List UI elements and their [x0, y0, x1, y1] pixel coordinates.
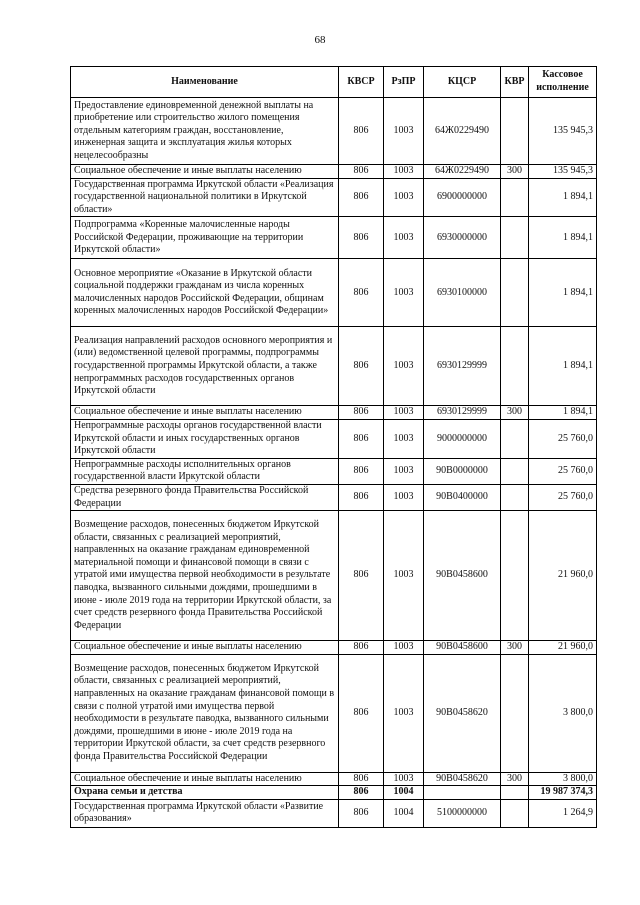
row-kvsr: 806 [339, 511, 384, 641]
row-sum: 19 987 374,3 [529, 786, 597, 800]
row-name: Средства резервного фонда Правительства Российской Федерации [71, 484, 339, 510]
header-kvsr: КВСР [339, 67, 384, 98]
row-kvr: 300 [501, 641, 529, 655]
row-kcsr: 90В0458620 [424, 772, 501, 786]
row-name: Возмещение расходов, понесенных бюджетом Иркутской области, связанных с реализацией мероприятий, направленных на оказание гражданам единовременной материальной помощи и финансовой помощи в связи с утратой ими имущества первой необходимости в результате паводка, вызванного сильными дождями, прошедшими в июне - июле 2019 года на территории Иркутской области, за счет средств резервного фонда Правительства Российской Федерации [71, 511, 339, 641]
row-sum: 25 760,0 [529, 419, 597, 458]
table-row [71, 654, 597, 772]
header-sum: Кассовое исполнение [529, 67, 597, 98]
row-sum: 135 945,3 [529, 165, 597, 179]
table-row [71, 165, 597, 179]
row-kvsr: 806 [339, 327, 384, 406]
row-sum: 21 960,0 [529, 511, 597, 641]
row-kvsr: 806 [339, 165, 384, 179]
row-kcsr: 90В0458620 [424, 654, 501, 772]
row-kvr: 300 [501, 772, 529, 786]
row-name: Социальное обеспечение и иные выплаты населению [71, 641, 339, 655]
row-kvsr: 806 [339, 458, 384, 484]
row-rzpr: 1003 [384, 641, 424, 655]
row-name: Государственная программа Иркутской области «Реализация государственной национальной политики в Иркутской области» [71, 178, 339, 217]
row-rzpr: 1003 [384, 178, 424, 217]
row-kvsr: 806 [339, 406, 384, 420]
row-kvsr: 806 [339, 217, 384, 259]
row-name: Охрана семьи и детства [71, 786, 339, 800]
row-kvsr: 806 [339, 772, 384, 786]
row-name: Социальное обеспечение и иные выплаты населению [71, 772, 339, 786]
table-row [71, 799, 597, 827]
row-rzpr: 1003 [384, 165, 424, 179]
row-kvr [501, 458, 529, 484]
row-rzpr: 1003 [384, 511, 424, 641]
table-row [71, 327, 597, 406]
row-kcsr: 6930129999 [424, 406, 501, 420]
row-name: Государственная программа Иркутской области «Развитие образования» [71, 799, 339, 827]
row-sum: 3 800,0 [529, 654, 597, 772]
table-row [71, 458, 597, 484]
row-kcsr: 64Ж0229490 [424, 98, 501, 165]
row-kvr [501, 419, 529, 458]
row-name: Непрограммные расходы исполнительных органов государственной власти Иркутской области [71, 458, 339, 484]
row-rzpr: 1003 [384, 654, 424, 772]
row-kvr [501, 259, 529, 327]
row-kvr [501, 786, 529, 800]
row-name: Реализация направлений расходов основного мероприятия и (или) ведомственной целевой программы, подпрограммы государственной программы Иркутской области, а также непрограммных расходов государственных органов Иркутской области [71, 327, 339, 406]
row-name: Основное мероприятие «Оказание в Иркутской области социальной поддержки гражданам из числа коренных малочисленных народов Российской Федерации, общинам коренных малочисленных народов Российской Федерации» [71, 259, 339, 327]
row-sum: 1 894,1 [529, 217, 597, 259]
row-rzpr: 1004 [384, 799, 424, 827]
table-row [71, 406, 597, 420]
row-rzpr: 1004 [384, 786, 424, 800]
row-kcsr [424, 786, 501, 800]
row-kcsr: 90В0400000 [424, 484, 501, 510]
budget-table [70, 66, 597, 828]
row-sum: 1 894,1 [529, 178, 597, 217]
table-row [71, 98, 597, 165]
row-kcsr: 90В0458600 [424, 511, 501, 641]
row-sum: 1 264,9 [529, 799, 597, 827]
row-kvr [501, 654, 529, 772]
row-rzpr: 1003 [384, 458, 424, 484]
table-row [71, 484, 597, 510]
row-kvr [501, 327, 529, 406]
row-kvr [501, 799, 529, 827]
row-sum: 1 894,1 [529, 259, 597, 327]
row-name: Предоставление единовременной денежной выплаты на приобретение или строительство жилого помещения отдельным категориям граждан, восстановление, инженерная защита и эксплуатация жилья которых нецелесообразны [71, 98, 339, 165]
row-kvsr: 806 [339, 654, 384, 772]
row-kcsr: 6900000000 [424, 178, 501, 217]
row-kcsr: 6930000000 [424, 217, 501, 259]
row-kcsr: 6930100000 [424, 259, 501, 327]
row-sum: 21 960,0 [529, 641, 597, 655]
table-row [71, 772, 597, 786]
row-kvsr: 806 [339, 419, 384, 458]
row-kcsr: 90В0458600 [424, 641, 501, 655]
row-kvr [501, 178, 529, 217]
row-sum: 135 945,3 [529, 98, 597, 165]
row-kvr: 300 [501, 406, 529, 420]
table-row [71, 641, 597, 655]
row-kvsr: 806 [339, 98, 384, 165]
row-rzpr: 1003 [384, 217, 424, 259]
table-row [71, 217, 597, 259]
table-row [71, 178, 597, 217]
table-row [71, 419, 597, 458]
header-kcsr: КЦСР [424, 67, 501, 98]
row-sum: 3 800,0 [529, 772, 597, 786]
row-kcsr: 90В0000000 [424, 458, 501, 484]
header-name: Наименование [71, 67, 339, 98]
row-rzpr: 1003 [384, 327, 424, 406]
row-kcsr: 64Ж0229490 [424, 165, 501, 179]
row-kvsr: 806 [339, 178, 384, 217]
row-rzpr: 1003 [384, 419, 424, 458]
page-number: 68 [314, 34, 326, 46]
row-name: Возмещение расходов, понесенных бюджетом Иркутской области, связанных с реализацией мероприятий, направленных на оказание гражданам финансовой помощи в связи с полной утратой ими имущества первой необходимости в результате паводка, вызванного сильными дождями, прошедшими в июне - июле 2019 года на территории Иркутской области, за счет средств резервного фонда Правительства Российской Федерации [71, 654, 339, 772]
row-rzpr: 1003 [384, 406, 424, 420]
row-rzpr: 1003 [384, 484, 424, 510]
table-row [71, 511, 597, 641]
header-kvr: КВР [501, 67, 529, 98]
row-kvr [501, 484, 529, 510]
row-kvsr: 806 [339, 799, 384, 827]
row-sum: 25 760,0 [529, 458, 597, 484]
row-rzpr: 1003 [384, 259, 424, 327]
row-kvsr: 806 [339, 786, 384, 800]
row-kvr [501, 511, 529, 641]
row-name: Социальное обеспечение и иные выплаты населению [71, 165, 339, 179]
row-kvr [501, 217, 529, 259]
row-kvsr: 806 [339, 484, 384, 510]
row-kvr [501, 98, 529, 165]
row-kvsr: 806 [339, 259, 384, 327]
table-header-row [71, 67, 597, 98]
row-kcsr: 9000000000 [424, 419, 501, 458]
row-rzpr: 1003 [384, 98, 424, 165]
row-kvsr: 806 [339, 641, 384, 655]
row-sum: 1 894,1 [529, 406, 597, 420]
row-name: Подпрограмма «Коренные малочисленные народы Российской Федерации, проживающие на территории Иркутской области» [71, 217, 339, 259]
row-kcsr: 6930129999 [424, 327, 501, 406]
row-rzpr: 1003 [384, 772, 424, 786]
table-row [71, 259, 597, 327]
row-sum: 25 760,0 [529, 484, 597, 510]
row-kcsr: 5100000000 [424, 799, 501, 827]
row-name: Социальное обеспечение и иные выплаты населению [71, 406, 339, 420]
row-sum: 1 894,1 [529, 327, 597, 406]
table-row [71, 786, 597, 800]
header-rzpr: РзПР [384, 67, 424, 98]
row-kvr: 300 [501, 165, 529, 179]
row-name: Непрограммные расходы органов государственной власти Иркутской области и иных государственных органов Иркутской области [71, 419, 339, 458]
table-body [71, 98, 597, 828]
